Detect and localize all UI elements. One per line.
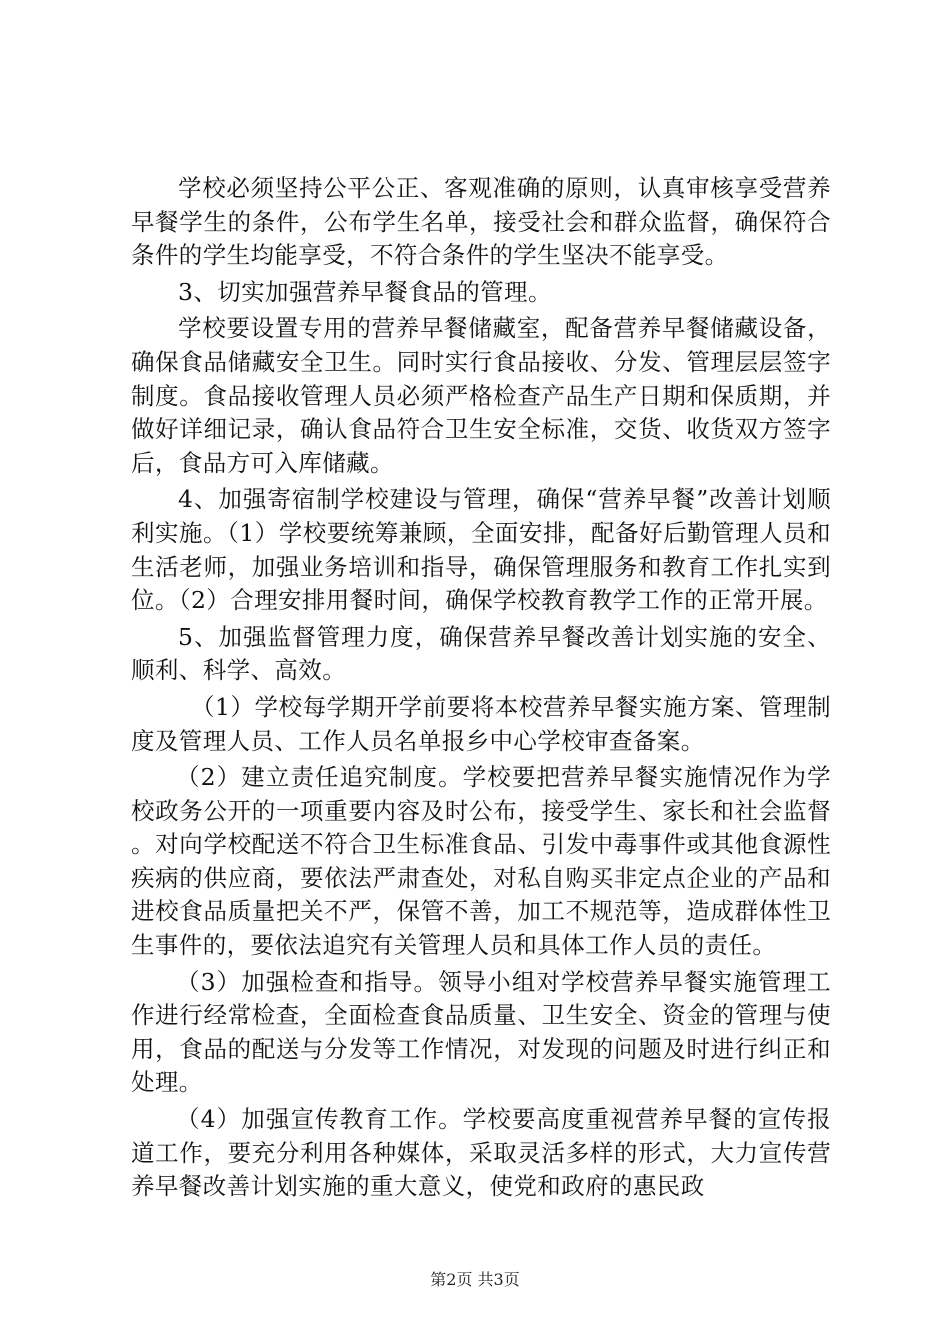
- page-number-footer: 第2页 共3页: [430, 1270, 520, 1289]
- heading-food-management: 3、切实加强营养早餐食品的管理。: [178, 277, 552, 306]
- paragraph-filing: （1）学校每学期开学前要将本校营养早餐实施方案、管理制度及管理人员、工作人员名单报乡中心学校审查备案。: [131, 692, 831, 755]
- heading-supervision: 5、加强监督管理力度，确保营养早餐改善计划实施的安全、顺利、科学、高效。: [131, 622, 831, 685]
- paragraph-food-storage: 学校要设置专用的营养早餐储藏室，配备营养早餐储藏设备，确保食品储藏安全卫生。同时实行食品接收、分发、管理层层签字制度。食品接收管理人员必须严格检查产品生产日期和保质期，并做好详细记录，确认食品符合卫生安全标准，交货、收货双方签字后，食品方可入库储藏。: [131, 314, 831, 477]
- paragraph-accountability: （2）建立责任追究制度。学校要把营养早餐实施情况作为学校政务公开的一项重要内容及时公布，接受学生、家长和社会监督。对向学校配送不符合卫生标准食品、引发中毒事件或其他食源性疾病的供应商，要依法严肃查处，对私自购买非定点企业的产品和进校食品质量把关不严，保管不善，加工不规范等，造成群体性卫生事件的，要依法追究有关管理人员和具体工作人员的责任。: [131, 763, 831, 960]
- paragraph-publicity: （4）加强宣传教育工作。学校要高度重视营养早餐的宣传报道工作，要充分利用各种媒体，采取灵活多样的形式，大力宣传营养早餐改善计划实施的重大意义，使党和政府的惠民政: [131, 1105, 831, 1201]
- paragraph-eligibility-review: 学校必须坚持公平公正、客观准确的原则，认真审核享受营养早餐学生的条件，公布学生名单，接受社会和群众监督，确保符合条件的学生均能享受，不符合条件的学生坚决不能享受。: [131, 174, 831, 270]
- paragraph-inspection: （3）加强检查和指导。领导小组对学校营养早餐实施管理工作进行经常检查，全面检查食品质量、卫生安全、资金的管理与使用，食品的配送与分发等工作情况，对发现的问题及时进行纠正和处理。: [131, 967, 831, 1097]
- paragraph-boarding-school: 4、加强寄宿制学校建设与管理，确保“营养早餐”改善计划顺利实施。（1）学校要统筹兼顾，全面安排，配备好后勤管理人员和生活老师，加强业务培训和指导，确保管理服务和教育工作扎实到位。（2）合理安排用餐时间，确保学校教育教学工作的正常开展。: [131, 485, 831, 615]
- document-body: [131, 172, 831, 1204]
